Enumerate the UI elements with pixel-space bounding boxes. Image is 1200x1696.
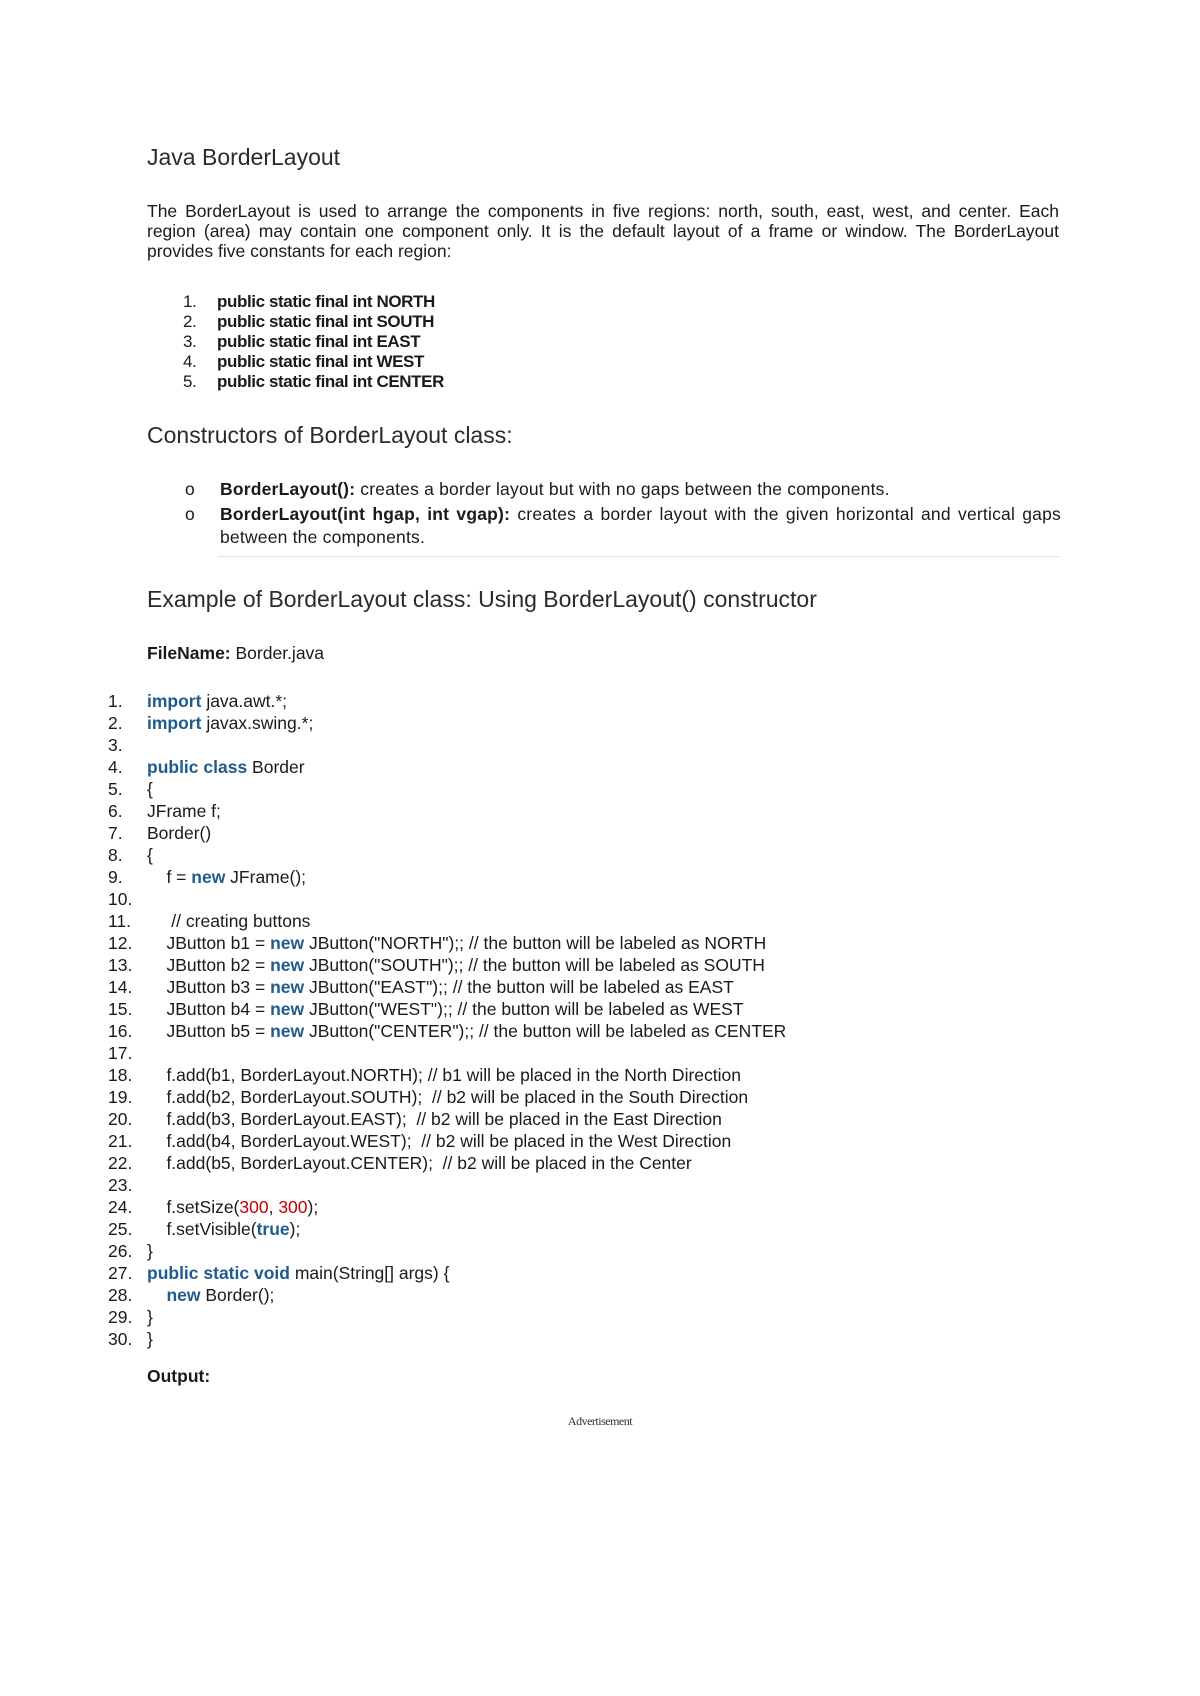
code-text xyxy=(147,998,744,1020)
code-keyword: new xyxy=(270,955,305,975)
code-token: JButton b5 = xyxy=(147,1021,271,1041)
constructor-name: BorderLayout(int hgap, int vgap): xyxy=(220,504,511,524)
code-token: JButton("CENTER");; // the button will be labeled as CENTER xyxy=(304,1021,787,1041)
code-token: ); xyxy=(289,1219,301,1239)
intro-paragraph: The BorderLayout is used to arrange the components in five regions: north, south, east, west, and center. Each region (area) may contain one component only. It is the default layout of a frame or window. The BorderLayout provides five constants for each region: xyxy=(147,201,1059,261)
list-item: 5. public static final int CENTER xyxy=(183,372,444,391)
line-number: 8. xyxy=(108,845,123,865)
list-item: 4. public static final int WEST xyxy=(183,352,424,371)
code-text xyxy=(147,910,310,932)
code-keyword: new xyxy=(270,933,305,953)
list-item xyxy=(185,478,1061,501)
line-number: 16. xyxy=(108,1021,133,1041)
line-number: 11. xyxy=(108,911,132,931)
code-text xyxy=(147,1262,449,1284)
line-number: 19. xyxy=(108,1087,133,1107)
code-text xyxy=(147,844,153,866)
line-number: 14. xyxy=(108,977,133,997)
code-keyword: import xyxy=(147,713,202,733)
code-token: f.add(b4, BorderLayout.WEST); // b2 will be placed in the West Direction xyxy=(147,1131,732,1151)
line-number: 7. xyxy=(108,823,123,843)
line-number: 28. xyxy=(108,1285,133,1305)
code-keyword: new xyxy=(270,977,305,997)
code-text xyxy=(147,756,305,778)
code-keyword: public static void xyxy=(147,1263,290,1283)
constants-list xyxy=(147,292,444,392)
code-token: f.setSize( xyxy=(147,1197,240,1217)
code-keyword: import xyxy=(147,691,202,711)
code-text xyxy=(147,1152,692,1174)
code-token: Border(); xyxy=(200,1285,275,1305)
code-keyword: new xyxy=(166,1285,201,1305)
advertisement-label: Advertisement xyxy=(567,1414,633,1428)
list-item: 1. public static final int NORTH xyxy=(183,292,435,311)
code-token: f.add(b3, BorderLayout.EAST); // b2 will be placed in the East Direction xyxy=(147,1109,722,1129)
code-token: ); xyxy=(307,1197,319,1217)
code-token: JButton b3 = xyxy=(147,977,271,997)
page-title: Java BorderLayout xyxy=(147,144,341,170)
line-number: 26. xyxy=(108,1241,133,1261)
code-token xyxy=(147,1285,166,1305)
constructor-name: BorderLayout(): xyxy=(220,479,356,499)
code-text xyxy=(147,1064,741,1086)
code-token: f.add(b1, BorderLayout.NORTH); // b1 will be placed in the North Direction xyxy=(147,1065,741,1085)
line-number: 22. xyxy=(108,1153,133,1173)
code-text xyxy=(147,1020,786,1042)
code-token: JButton b2 = xyxy=(147,955,271,975)
code-keyword: new xyxy=(191,867,226,887)
code-text xyxy=(147,712,313,734)
line-number: 6. xyxy=(108,801,123,821)
code-text xyxy=(147,954,765,976)
line-number: 2. xyxy=(108,713,123,733)
code-text xyxy=(147,1130,731,1152)
line-number: 24. xyxy=(108,1197,133,1217)
line-number: 10. xyxy=(108,889,133,909)
code-text xyxy=(147,1306,153,1328)
bullet-icon: o xyxy=(185,504,195,524)
constructors-heading: Constructors of BorderLayout class: xyxy=(147,422,513,448)
line-number: 23. xyxy=(108,1175,133,1195)
code-text xyxy=(147,976,734,998)
list-item xyxy=(185,503,1061,549)
code-text xyxy=(147,932,766,954)
code-text xyxy=(147,690,287,712)
bullet-icon: o xyxy=(185,479,195,499)
line-number: 17. xyxy=(108,1043,133,1063)
code-token: // creating buttons xyxy=(147,911,311,931)
code-text xyxy=(147,778,153,800)
code-text xyxy=(147,1240,153,1262)
code-text xyxy=(147,866,306,888)
line-number: 27. xyxy=(108,1263,133,1283)
code-token: } xyxy=(147,1329,153,1349)
code-keyword: true xyxy=(256,1219,290,1239)
code-token: JFrame(); xyxy=(225,867,307,887)
filename-line: FileName: Border.java xyxy=(147,643,325,663)
code-text xyxy=(147,1218,300,1240)
line-number: 13. xyxy=(108,955,133,975)
code-token: JButton b1 = xyxy=(147,933,271,953)
line-number: 15. xyxy=(108,999,133,1019)
code-token: { xyxy=(147,845,153,865)
example-heading: Example of BorderLayout class: Using BorderLayout() constructor xyxy=(147,586,817,612)
line-number: 30. xyxy=(108,1329,133,1349)
output-label: Output: xyxy=(147,1366,211,1386)
line-number: 29. xyxy=(108,1307,133,1327)
code-keyword: public class xyxy=(147,757,248,777)
code-token: JButton("NORTH");; // the button will be labeled as NORTH xyxy=(304,933,767,953)
divider xyxy=(218,556,1060,557)
code-keyword: new xyxy=(270,999,305,1019)
code-token: main(String[] args) { xyxy=(289,1263,450,1283)
code-text xyxy=(147,1284,274,1306)
line-number: 3. xyxy=(108,735,123,755)
constructors-list xyxy=(185,478,1061,551)
code-token: java.awt.*; xyxy=(201,691,288,711)
code-token: JFrame f; xyxy=(147,801,221,821)
code-token: } xyxy=(147,1307,153,1327)
line-number: 21. xyxy=(108,1131,133,1151)
constructor-desc: creates a border layout with the given horizontal and vertical gaps between the components. xyxy=(220,504,1061,547)
code-token: Border() xyxy=(147,823,212,843)
line-number: 12. xyxy=(108,933,133,953)
code-text xyxy=(147,1108,722,1130)
code-text xyxy=(147,800,221,822)
line-number: 18. xyxy=(108,1065,133,1085)
code-text xyxy=(147,822,211,844)
code-token: JButton b4 = xyxy=(147,999,271,1019)
code-number: 300 xyxy=(239,1197,269,1217)
code-token: , xyxy=(268,1197,279,1217)
code-token: javax.swing.*; xyxy=(201,713,314,733)
line-number: 4. xyxy=(108,757,123,777)
constructor-desc: creates a border layout but with no gaps between the components. xyxy=(355,479,890,499)
line-number: 25. xyxy=(108,1219,133,1239)
code-token: f.add(b5, BorderLayout.CENTER); // b2 will be placed in the Center xyxy=(147,1153,692,1173)
code-token: JButton("SOUTH");; // the button will be labeled as SOUTH xyxy=(304,955,765,975)
line-number: 5. xyxy=(108,779,123,799)
list-item: 3. public static final int EAST xyxy=(183,332,421,351)
code-token: f = xyxy=(147,867,192,887)
list-item: 2. public static final int SOUTH xyxy=(183,312,434,331)
line-number: 20. xyxy=(108,1109,133,1129)
code-token: JButton("EAST");; // the button will be labeled as EAST xyxy=(304,977,734,997)
line-number: 1. xyxy=(108,691,123,711)
code-token: } xyxy=(147,1241,153,1261)
code-text xyxy=(147,1086,748,1108)
code-text xyxy=(147,1328,153,1350)
code-token: f.setVisible( xyxy=(147,1219,257,1239)
line-number: 9. xyxy=(108,867,123,887)
code-token: f.add(b2, BorderLayout.SOUTH); // b2 will be placed in the South Direction xyxy=(147,1087,749,1107)
code-keyword: new xyxy=(270,1021,305,1041)
code-text xyxy=(147,1196,318,1218)
code-number: 300 xyxy=(278,1197,308,1217)
code-token: Border xyxy=(247,757,305,777)
code-token: JButton("WEST");; // the button will be labeled as WEST xyxy=(304,999,744,1019)
code-token: { xyxy=(147,779,153,799)
